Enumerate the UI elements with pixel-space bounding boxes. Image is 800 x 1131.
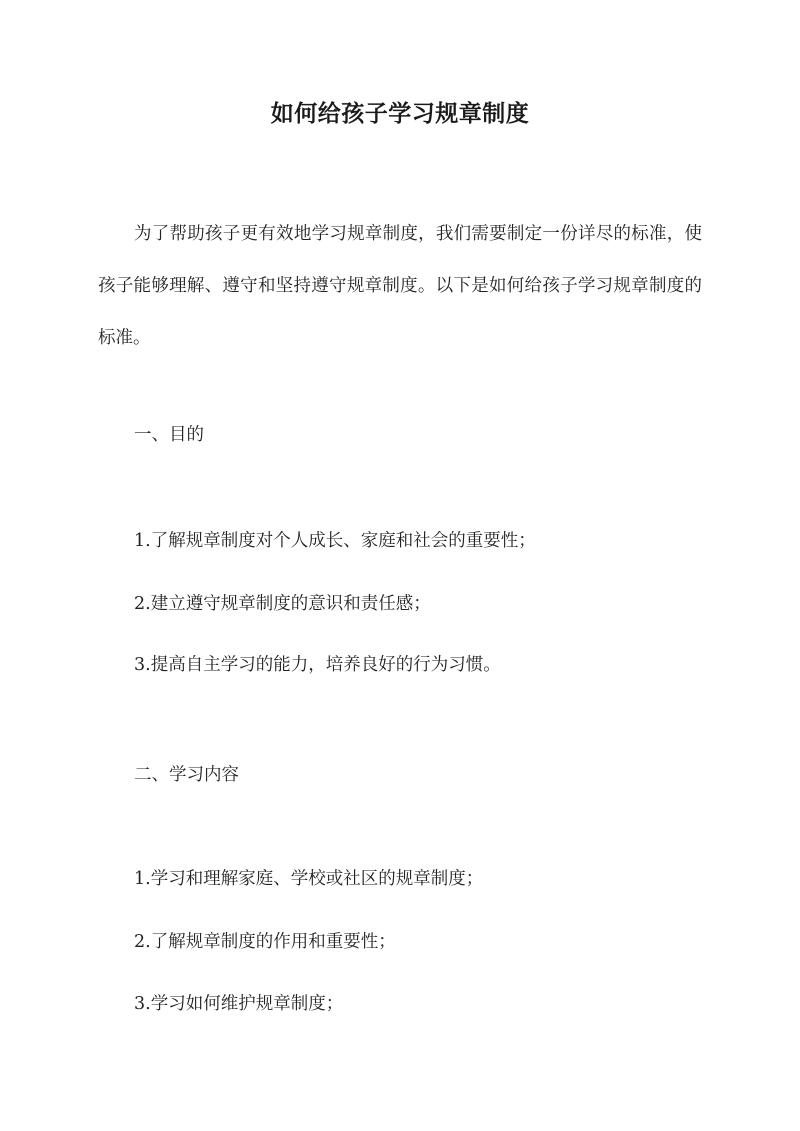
document-title: 如何给孩子学习规章制度 — [270, 100, 530, 127]
section-heading-purpose: 一、目的 — [134, 425, 204, 445]
list-item: 1.学习和理解家庭、学校或社区的规章制度； — [134, 869, 484, 889]
list-item: 1.了解规章制度对个人成长、家庭和社会的重要性； — [134, 531, 536, 551]
list-item: 3.学习如何维护规章制度； — [134, 994, 344, 1014]
section-heading-content: 二、学习内容 — [134, 765, 239, 785]
intro-paragraph: 为了帮助孩子更有效地学习规章制度，我们需要制定一份详尽的标准，使孩子能够理解、遵守和坚持遵守规章制度。以下是如何给孩子学习规章制度的标准。 — [98, 224, 702, 348]
list-item: 3.提高自主学习的能力，培养良好的行为习惯。 — [134, 655, 501, 675]
list-item: 2.了解规章制度的作用和重要性； — [134, 932, 396, 952]
list-item: 2.建立遵守规章制度的意识和责任感； — [134, 594, 431, 614]
